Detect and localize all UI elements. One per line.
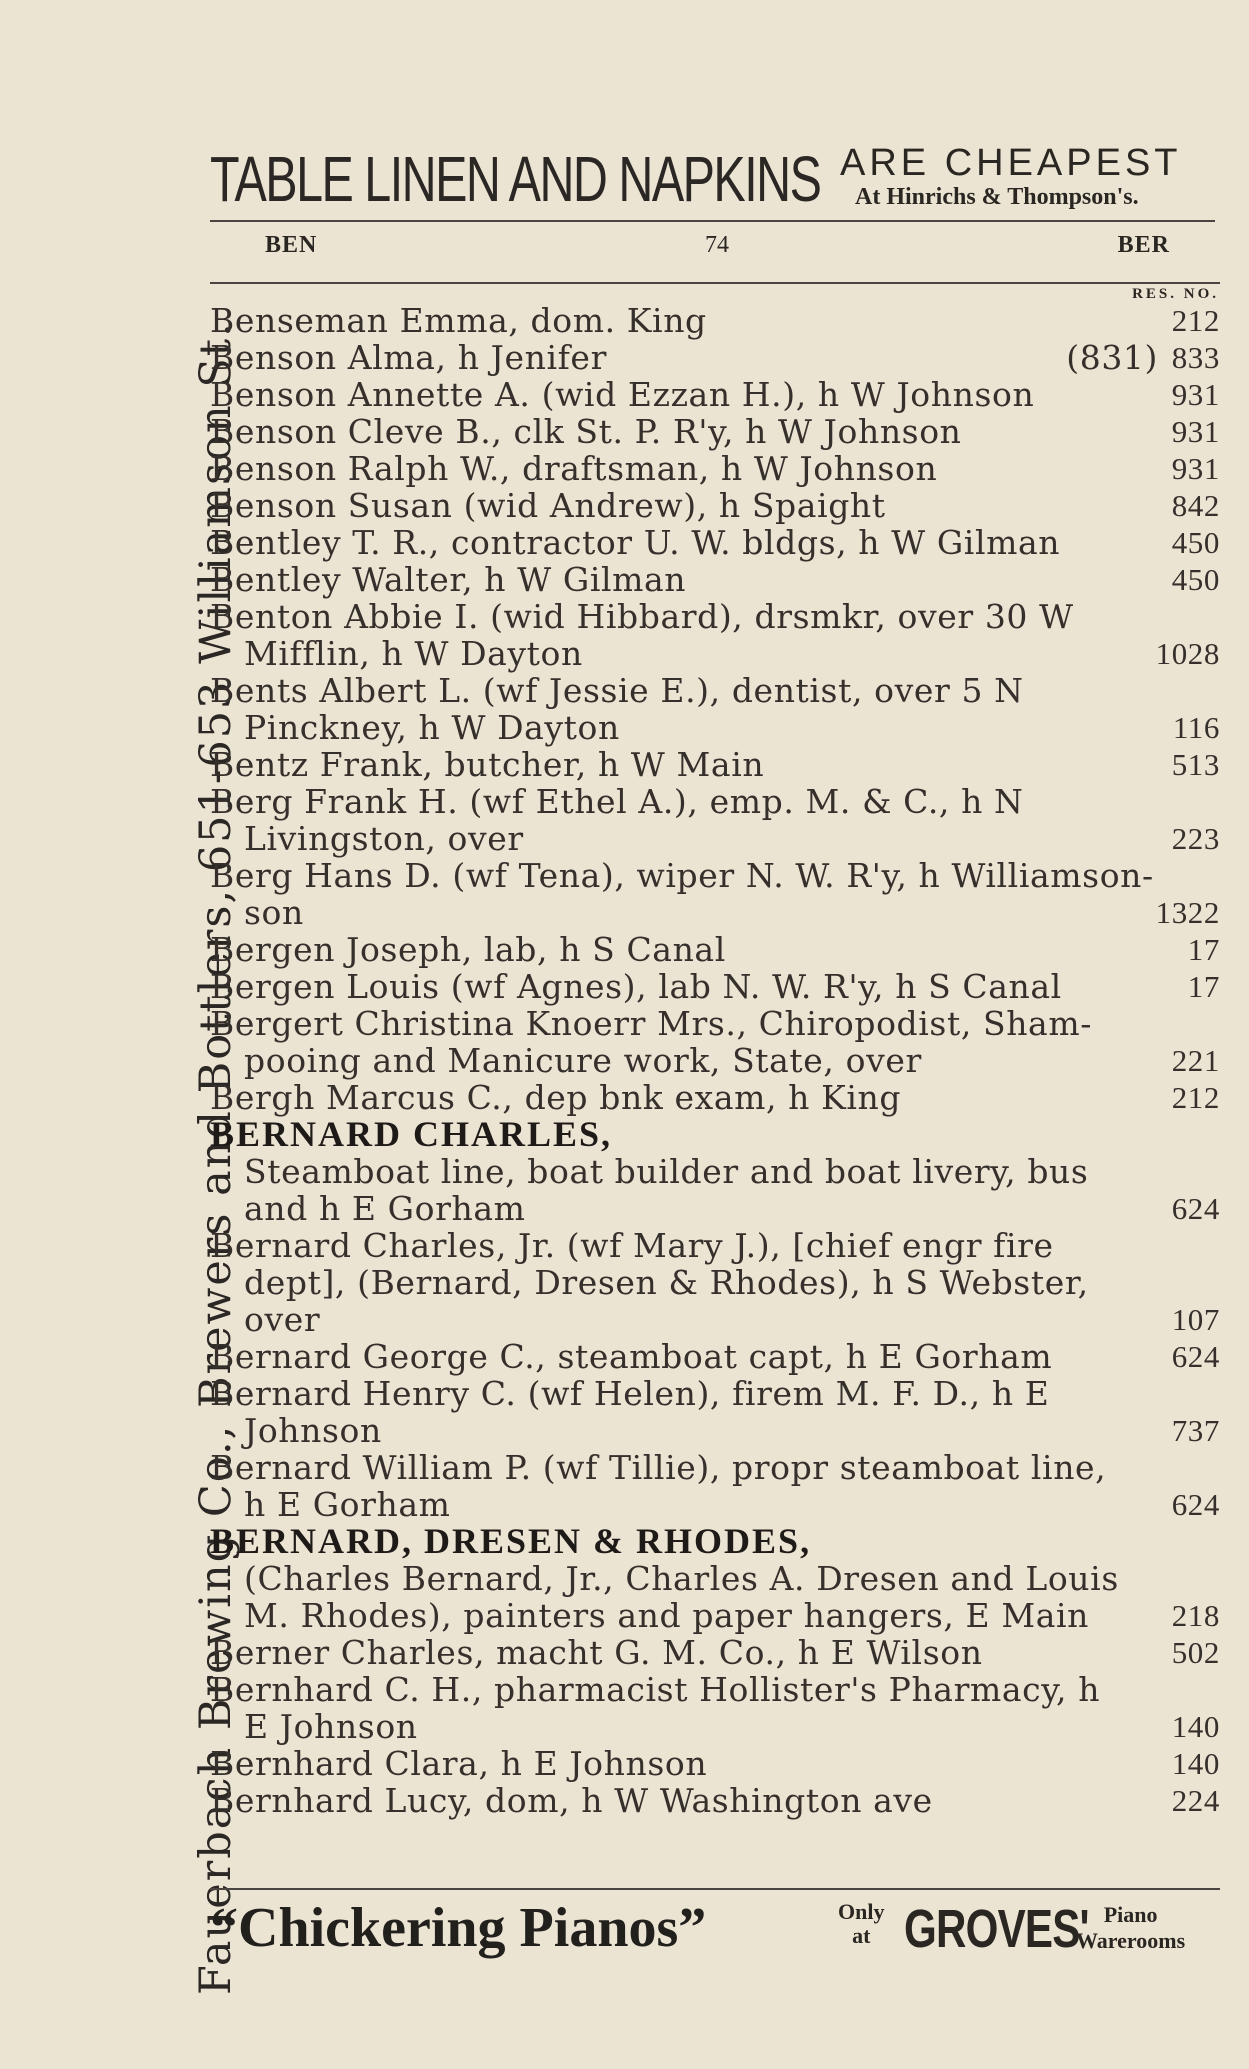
entry-res-number: 842 [1171, 488, 1220, 523]
directory-entry-line [210, 1486, 1220, 1523]
entry-text: Livingston, over [244, 819, 524, 858]
directory-entry-line [210, 1153, 1220, 1190]
entry-text: Bergen Joseph, lab, h S Canal [210, 930, 726, 969]
res-no-label: RES. NO. [1132, 286, 1219, 302]
directory-entry-line [210, 1301, 1220, 1338]
entry-text: Bentley Walter, h W Gilman [210, 560, 687, 599]
entry-text: BERNARD, DRESEN & RHODES, [210, 1521, 812, 1561]
directory-entry-line [210, 1782, 1220, 1819]
top-ad-tagline: ARE CHEAPEST [840, 142, 1182, 184]
directory-entry-line [210, 783, 1220, 820]
entry-res-number: 140 [1171, 1746, 1220, 1781]
entry-text: Bernard George C., steamboat capt, h E Gorham [210, 1337, 1053, 1376]
entry-res-number: 116 [1172, 710, 1220, 745]
directory-entry-line [210, 487, 1220, 524]
entry-res-number: 17 [1187, 969, 1220, 1004]
entry-text: Bernhard Lucy, dom, h W Washington ave [210, 1781, 933, 1820]
directory-entry-line [210, 1560, 1220, 1597]
directory-entry-line [210, 1671, 1220, 1708]
bottom-ad-product: “Chickering Pianos” [210, 1897, 707, 1959]
entry-text: BERNARD CHARLES, [210, 1114, 613, 1154]
directory-entry-line [210, 1412, 1220, 1449]
entry-text: Benson Ralph W., draftsman, h W Johnson [210, 449, 938, 488]
entry-res-number: 212 [1171, 1080, 1220, 1115]
entry-text: pooing and Manicure work, State, over [244, 1041, 922, 1080]
entry-res-number: 450 [1171, 525, 1220, 560]
entry-text: son [244, 893, 304, 932]
entry-text: dept], (Bernard, Dresen & Rhodes), h S Webster, [244, 1263, 1089, 1302]
entry-res-number: 737 [1171, 1413, 1220, 1448]
directory-entry-line [210, 339, 1220, 376]
entry-res-number: 221 [1171, 1043, 1220, 1078]
entry-phone: (831) [1066, 338, 1158, 377]
directory-entry-line [210, 1042, 1220, 1079]
entry-text: Bernhard C. H., pharmacist Hollister's Pharmacy, h [210, 1670, 1101, 1709]
directory-entry-line [210, 1708, 1220, 1745]
bottom-ad-piano-warerooms [1076, 1902, 1185, 1954]
entry-res-number: 218 [1171, 1598, 1220, 1633]
entry-res-number: 931 [1171, 451, 1220, 486]
entry-text: Benson Cleve B., clk St. P. R'y, h W Johnson [210, 412, 962, 451]
entry-text: Pinckney, h W Dayton [244, 708, 620, 747]
entry-text: Berg Hans D. (wf Tena), wiper N. W. R'y, h Williamson- [210, 856, 1154, 895]
entry-text: Bents Albert L. (wf Jessie E.), dentist, over 5 N [210, 671, 1024, 710]
entry-text: Berg Frank H. (wf Ethel A.), emp. M. & C., h N [210, 782, 1024, 821]
directory-entry-line [210, 598, 1220, 635]
entry-res-number: 17 [1187, 932, 1220, 967]
entry-text: Bergh Marcus C., dep bnk exam, h King [210, 1078, 902, 1117]
entry-text: (Charles Bernard, Jr., Charles A. Dresen and Louis [244, 1559, 1119, 1598]
entry-text: Benson Annette A. (wid Ezzan H.), h W Johnson [210, 375, 1035, 414]
bottom-advertisement [210, 1896, 1220, 1976]
directory-entry-line [210, 1264, 1220, 1301]
directory-entry-line [210, 1005, 1220, 1042]
entry-text: Benseman Emma, dom. King [210, 301, 707, 340]
entry-text: Bergen Louis (wf Agnes), lab N. W. R'y, h S Canal [210, 967, 1062, 1006]
entry-res-number: 450 [1171, 562, 1220, 597]
entry-text: and h E Gorham [244, 1189, 526, 1228]
header-rule [210, 220, 1215, 222]
entry-res-number: 502 [1171, 1635, 1220, 1670]
top-ad-headline: TABLE LINEN AND NAPKINS [210, 143, 821, 215]
entry-res-number: 624 [1171, 1487, 1220, 1522]
entry-text: h E Gorham [244, 1485, 451, 1524]
entry-text: over [244, 1300, 321, 1339]
directory-entries [210, 302, 1220, 1819]
entry-text: Berner Charles, macht G. M. Co., h E Wilson [210, 1633, 983, 1672]
directory-entry-line [210, 672, 1220, 709]
entry-text: Bergert Christina Knoerr Mrs., Chiropodist, Sham- [210, 1004, 1092, 1043]
entry-res-number: 107 [1171, 1302, 1220, 1337]
entry-res-number: 624 [1171, 1339, 1220, 1374]
entry-text: Johnson [244, 1411, 382, 1450]
entry-res-number: 624 [1171, 1191, 1220, 1226]
directory-entry-line [210, 746, 1220, 783]
business-heading [210, 1116, 1220, 1153]
entry-res-number: 212 [1171, 303, 1220, 338]
directory-entry-line [210, 1375, 1220, 1412]
directory-entry-line [210, 1449, 1220, 1486]
top-ad-store: At Hinrichs & Thompson's. [855, 184, 1139, 210]
directory-entry-line [210, 1227, 1220, 1264]
entry-text: E Johnson [244, 1707, 418, 1746]
page-number: 74 [705, 232, 729, 258]
directory-entry-line [210, 1190, 1220, 1227]
entry-text: Mifflin, h W Dayton [244, 634, 583, 673]
entry-text: Benson Alma, h Jenifer [210, 338, 607, 377]
directory-entry-line [210, 1338, 1220, 1375]
bottom-ad-store: GROVES' [904, 1899, 1089, 1959]
bottom-ad-at-word: at [852, 1923, 871, 1948]
entry-text: Bernard Henry C. (wf Helen), firem M. F. D., h E [210, 1374, 1050, 1413]
subheader-rule [210, 282, 1220, 284]
bottom-ad-piano-word: Piano [1103, 1902, 1158, 1927]
directory-entry-line [210, 561, 1220, 598]
directory-entry-line [210, 931, 1220, 968]
directory-entry-line [210, 1597, 1220, 1634]
directory-entry-line [210, 709, 1220, 746]
top-advertisement [210, 142, 1220, 222]
directory-entry-line [210, 376, 1220, 413]
entry-text: Bentz Frank, butcher, h W Main [210, 745, 765, 784]
footer-rule [210, 1888, 1220, 1890]
entry-res-number: 140 [1171, 1709, 1220, 1744]
bottom-ad-warerooms-word: Warerooms [1076, 1928, 1186, 1953]
entry-res-number: 1028 [1155, 636, 1220, 671]
entry-text: Bentley T. R., contractor U. W. bldgs, h W Gilman [210, 523, 1061, 562]
bottom-ad-only-word: Only [838, 1899, 885, 1924]
bottom-ad-only [838, 1900, 884, 1948]
running-header [210, 232, 1215, 266]
guide-word-right: BER [1117, 232, 1170, 258]
entry-res-number: 1322 [1155, 895, 1220, 930]
entry-res-number: 513 [1171, 747, 1220, 782]
side-advertisement: Fauerbach Brewing Co., Brewers and Bottlers, 651-653 Williamson St. [191, 321, 241, 1995]
directory-entry-line [210, 857, 1220, 894]
directory-entry-line [210, 1745, 1220, 1782]
entry-res-number: 931 [1171, 377, 1220, 412]
directory-entry-line [210, 450, 1220, 487]
entry-res-number: 224 [1171, 1783, 1220, 1818]
directory-entry-line [210, 968, 1220, 1005]
entry-text: Benton Abbie I. (wid Hibbard), drsmkr, over 30 W [210, 597, 1074, 636]
directory-entry-line [210, 820, 1220, 857]
entry-text: M. Rhodes), painters and paper hangers, E Main [244, 1596, 1090, 1635]
entry-text: Bernard William P. (wf Tillie), propr steamboat line, [210, 1448, 1107, 1487]
directory-entry-line [210, 524, 1220, 561]
directory-entry-line [210, 894, 1220, 931]
guide-word-left: BEN [265, 232, 318, 258]
entry-text: Bernard Charles, Jr. (wf Mary J.), [chief engr fire [210, 1226, 1054, 1265]
entry-text: Bernhard Clara, h E Johnson [210, 1744, 708, 1783]
directory-entry-line [210, 635, 1220, 672]
entry-res-number: 833 [1171, 340, 1220, 375]
directory-entry-line [210, 413, 1220, 450]
directory-entry-line [210, 302, 1220, 339]
business-heading [210, 1523, 1220, 1560]
entry-res-number: 223 [1171, 821, 1220, 856]
directory-entry-line [210, 1079, 1220, 1116]
entry-res-number: 931 [1171, 414, 1220, 449]
directory-entry-line [210, 1634, 1220, 1671]
entry-text: Benson Susan (wid Andrew), h Spaight [210, 486, 886, 525]
entry-text: Steamboat line, boat builder and boat livery, bus [244, 1152, 1089, 1191]
